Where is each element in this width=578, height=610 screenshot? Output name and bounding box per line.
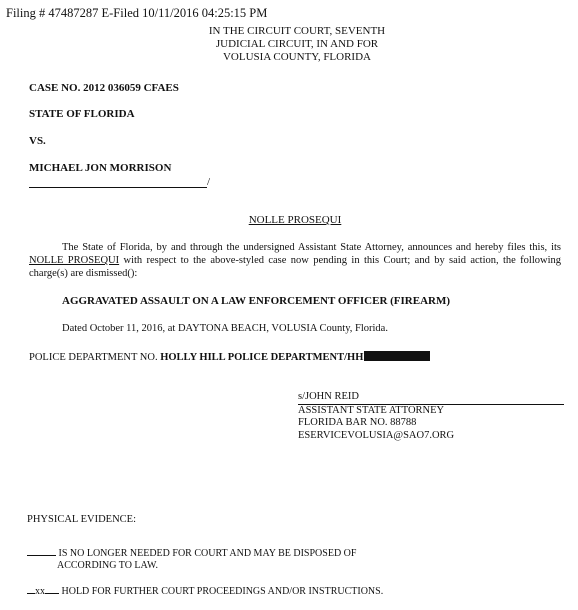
- redaction-bar: [364, 351, 430, 361]
- option-text-cont: ACCORDING TO LAW.: [57, 560, 158, 571]
- police-department-line: [29, 351, 430, 363]
- para-underlined-term: NOLLE PROSEQUI: [29, 255, 120, 266]
- police-label: POLICE DEPARTMENT NO.: [29, 352, 161, 363]
- filing-stamp: Filing # 47487287 E-Filed 10/11/2016 04:25:15 PM: [6, 6, 268, 20]
- option-text: HOLD FOR FURTHER COURT PROCEEDINGS AND/OR INSTRUCTIONS.: [61, 586, 384, 597]
- versus-label: VS.: [29, 135, 46, 147]
- signature-block: [298, 391, 564, 442]
- option-text: IS NO LONGER NEEDED FOR COURT AND MAY BE DISPOSED OF: [58, 548, 357, 559]
- para-text-2: with respect to the above-styled case now pending in this Court; and by said action, the following charge(s) are dismissed():: [29, 255, 561, 279]
- dated-line: Dated October 11, 2016, at DAYTONA BEACH, VOLUSIA County, Florida.: [62, 323, 388, 334]
- case-number: CASE NO. 2012 036059 CFAES: [29, 82, 179, 94]
- court-line: VOLUSIA COUNTY, FLORIDA: [222, 51, 371, 63]
- court-line: IN THE CIRCUIT COURT, SEVENTH: [208, 25, 386, 37]
- body-paragraph: [29, 241, 561, 280]
- dismissed-charge: AGGRAVATED ASSAULT ON A LAW ENFORCEMENT OFFICER (FIREARM): [62, 295, 451, 307]
- caption-underline: [29, 177, 207, 188]
- plaintiff-name: STATE OF FLORIDA: [29, 108, 135, 120]
- document-title-wrap: [0, 214, 578, 226]
- evidence-option-dispose: [27, 545, 356, 572]
- option-mark: xx: [35, 586, 45, 597]
- option-blank: [27, 545, 56, 556]
- defendant-name: MICHAEL JON MORRISON: [29, 162, 172, 174]
- para-text-1: The State of Florida, by and through the undersigned Assistant State Attorney, announces and hereby files this, its: [62, 242, 561, 253]
- signer-title: ASSISTANT STATE ATTORNEY: [298, 404, 445, 416]
- service-email: ESERVICEVOLUSIA@SAO7.ORG: [298, 429, 455, 441]
- physical-evidence-label: PHYSICAL EVIDENCE:: [27, 514, 136, 525]
- evidence-option-hold: [27, 583, 383, 597]
- court-heading: [0, 25, 578, 64]
- caption-slash: /: [207, 176, 211, 188]
- police-value: HOLLY HILL POLICE DEPARTMENT/HH: [160, 352, 364, 363]
- caption-rule: [29, 176, 210, 188]
- document-title: NOLLE PROSEQUI: [248, 214, 342, 226]
- bar-number: FLORIDA BAR NO. 88788: [298, 417, 417, 428]
- court-line: JUDICIAL CIRCUIT, IN AND FOR: [215, 38, 379, 50]
- option-blank-trail: [45, 583, 59, 594]
- signature-line: s/JOHN REID: [298, 391, 564, 405]
- option-blank-lead: [27, 583, 35, 594]
